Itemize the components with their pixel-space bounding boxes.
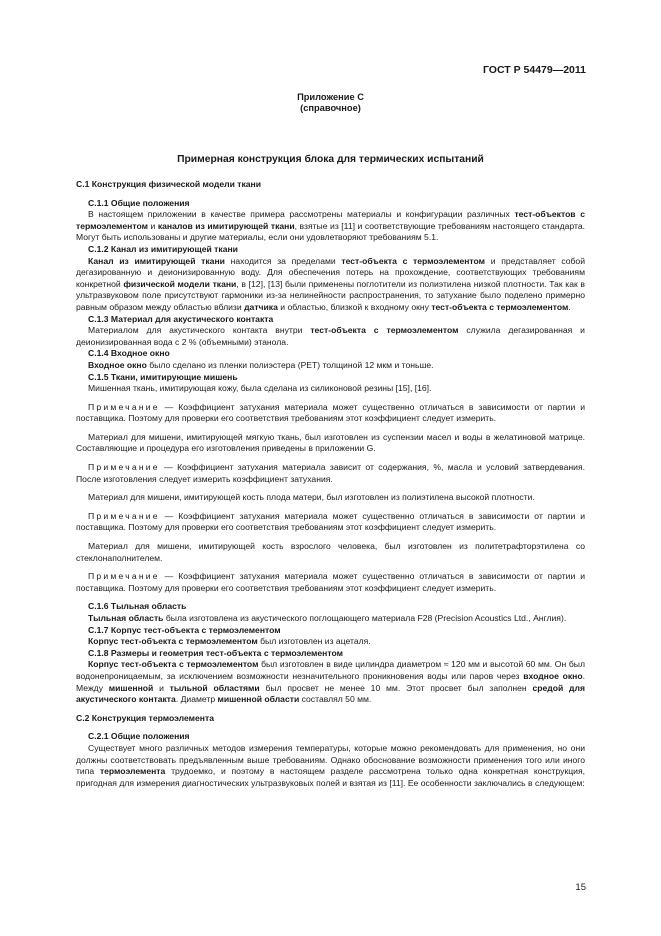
section-c21-paragraph: Существует много различных методов измерения температуры, которые можно рекомендовать для применения, но они должны соответствовать предъявленным выше требованиям. Однако обоснование возможности применения того или иного типа термоэлемента трудоемко, и поэтому в настоящем разделе рассмотрена только одна конкретная конструкция, пригодная для измерения диагностических ультразвуковых полей и взятая из [11]. Ее особенности заключались в следующем: [76,742,586,788]
section-c16-paragraph: Тыльная область была изготовлена из акустического поглощающего материала F28 (Precision Acoustics Ltd., Англия). [88,613,567,623]
section-c15-paragraph-2: Материал для мишени, имитирующей мягкую ткань, был изготовлен из суспензии масел и воды в желатиновой матрице. Составляющие и процедура его изготовления приведены в приложении G. [76,431,585,454]
section-c12-heading: С.1.2 Канал из имитирующей ткани [88,243,238,254]
document-body [76,179,585,789]
document-id-header: ГОСТ Р 54479—2011 [482,64,586,76]
section-c13-paragraph: Материалом для акустического контакта внутри тест-объекта с термоэлементом служила дегазированная и деионизированная вода с 2 % (объемными) этанола. [76,325,585,347]
section-c17-paragraph: Корпус тест-объекта с термоэлементом был изготовлен из ацеталя. [88,636,371,647]
section-c15-paragraph-3: Материал для мишени, имитирующей кость плода матери, был изготовлен из полиэтилена высокой плотности. [88,492,535,503]
section-c15-paragraph-1: Мишенная ткань, имитирующая кожу, была сделана из силиконовой резины [15], [16]. [88,383,432,394]
section-c21-heading: С.2.1 Общие положения [88,731,190,742]
section-c18-heading: С.1.8 Размеры и геометрия тест-объекта с термоэлементом [88,647,343,658]
section-c14-paragraph: Входное окно было сделано из пленки полиэстера (PET) толщиной 12 мкм и тоньше. [88,359,434,370]
section-c15-heading: С.1.5 Ткани, имитирующие мишень [88,371,238,382]
page-number: 15 [575,882,586,893]
section-c2-heading: С.2 Конструкция термоэлемента [76,712,214,723]
section-c12-paragraph: Канал из имитирующей ткани находится за пределами тест-объекта с термоэлементом и представляет собой дегазированную и деионизированную воду. Для обеспечения потерь на прохождение, соответствующих требованиям конкретной физической модели ткани, в [12], [13] были применены поглотители из полиэтилена низкой плотности. Так как в ультразвуковом поле присутствуют гармоники из-за нелинейности распространения, то затухание было поделено примерно равным образом между областью вблизи датчика и областью, близкой к входному окну тест-объекта с термоэлементом. [76,255,585,312]
note-4: Примечание — Коэффициент затухания материала может существенно отличаться в зависимости от партии и поставщика. Поэтому для проверки его соответствия требованиям этот коэффициент следует измерить. [76,571,585,593]
section-c17-heading: С.1.7 Корпус тест-объекта с термоэлементом [88,624,281,635]
section-c1-heading: С.1 Конструкция физической модели ткани [76,179,262,189]
note-1: Примечание — Коэффициент затухания материала может существенно отличаться в зависимости от партии и поставщика. Поэтому для проверки его соответствия требованиям этот коэффициент следует измерить. [76,401,585,424]
section-c11-paragraph: В настоящем приложении в качестве примера рассмотрены материалы и конфигурации различных тест-объектов с термоэлементом и каналов из имитирующей ткани, взятые из [11] и соответствующие требованиям настоящего стандарта. Могут быть использованы и другие материалы, если они удовлетворяют требованиям 5.1. [76,209,586,243]
section-c18-paragraph: Корпус тест-объекта с термоэлементом был изготовлен в виде цилиндра диаметром ≈ 120 мм и высотой 60 мм. Он был водонепроницаемым, за исключением возможности незначительного проникновения воды или паров через входное окно. Между мишенной и тыльной областями был просвет не менее 10 мм. Этот просвет был заполнен средой для акустического контакта. Диаметр мишенной области составлял 50 мм. [76,659,585,705]
section-c11-heading: С.1.1 Общие положения [88,197,190,208]
note-3: Примечание — Коэффициент затухания материала может существенно отличаться в зависимости от партии и поставщика. Поэтому для проверки его соответствия требованиям этот коэффициент следует измерить. [76,510,585,533]
section-c15-paragraph-4: Материал для мишени, имитирующей кость взрослого человека, был изготовлен из политетрафторэтилена со стеклонаполнителем. [76,541,585,563]
note-2: Примечание — Коэффициент затухания материала зависит от содержания, %, масла и условий затвердевания. После изготовления следует измерить коэффициент затухания. [76,462,585,484]
section-c16-heading: С.1.6 Тыльная область [88,601,187,612]
appendix-subtitle: (справочное) [300,103,361,113]
section-c13-heading: С.1.3 Материал для акустического контакта [88,313,274,324]
section-c14-heading: С.1.4 Входное окно [88,348,170,359]
appendix-title: Приложение С [297,92,364,102]
main-title: Примерная конструкция блока для термических испытаний [177,154,484,165]
